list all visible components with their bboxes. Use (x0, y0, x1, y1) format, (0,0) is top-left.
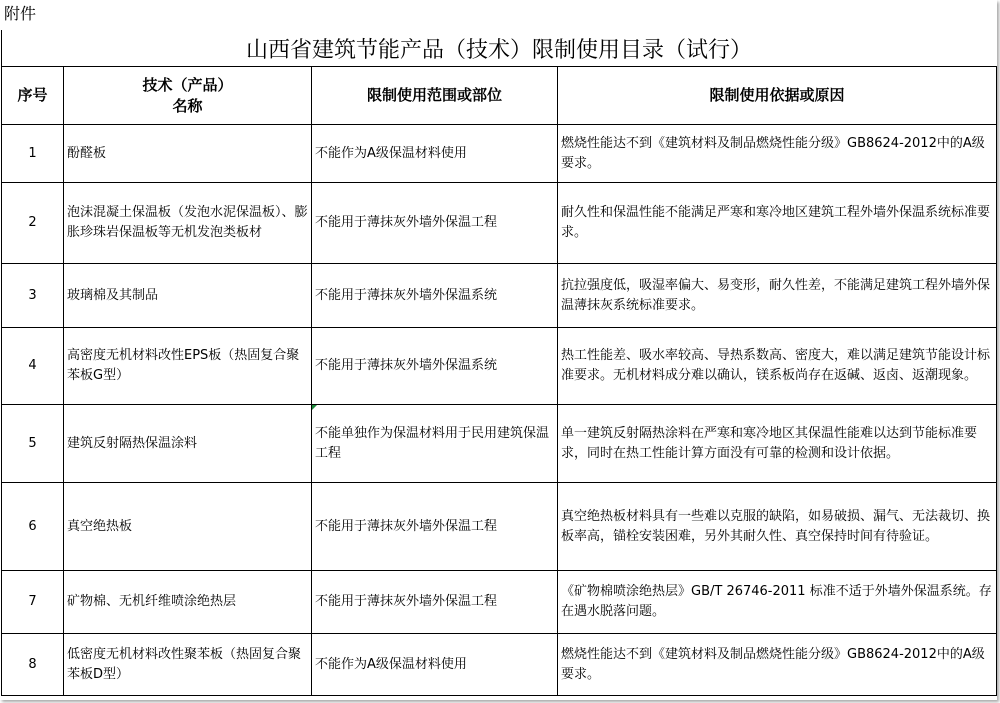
cell-reason[interactable]: 燃烧性能达不到《建筑材料及制品燃烧性能分级》GB8624-2012中的A级要求。 (558, 634, 997, 696)
cell-scope[interactable]: 不能用于薄抹灰外墙外保温系统 (312, 264, 558, 328)
cell-scope[interactable]: 不能作为A级保温材料使用 (312, 634, 558, 696)
cell-seq[interactable]: 7 (2, 571, 64, 634)
cell-seq[interactable]: 3 (2, 264, 64, 328)
cell-comment-marker (312, 405, 317, 410)
table-row (2, 183, 997, 264)
table-row (2, 328, 997, 405)
cell-name[interactable]: 真空绝热板 (64, 483, 312, 571)
restriction-table (1, 66, 997, 696)
cell-scope[interactable]: 不能用于薄抹灰外墙外保温工程 (312, 183, 558, 264)
table-row (2, 264, 997, 328)
cell-name[interactable]: 高密度无机材料改性EPS板（热固复合聚苯板G型） (64, 328, 312, 405)
cell-name[interactable]: 矿物棉、无机纤维喷涂绝热层 (64, 571, 312, 634)
cell-seq[interactable]: 2 (2, 183, 64, 264)
cell-seq[interactable]: 5 (2, 405, 64, 483)
cell-name[interactable]: 低密度无机材料改性聚苯板（热固复合聚苯板D型） (64, 634, 312, 696)
cell-seq[interactable]: 6 (2, 483, 64, 571)
cell-reason[interactable]: 燃烧性能达不到《建筑材料及制品燃烧性能分级》GB8624-2012中的A级要求。 (558, 125, 997, 183)
cell-scope-text: 不能单独作为保温材料用于民用建筑保温工程 (315, 425, 550, 461)
header-reason: 限制使用依据或原因 (558, 67, 997, 125)
cell-name[interactable]: 泡沫混凝土保温板（发泡水泥保温板）、膨胀珍珠岩保温板等无机发泡类板材 (64, 183, 312, 264)
attachment-label: 附件 (4, 4, 37, 23)
cell-reason[interactable]: 单一建筑反射隔热涂料在严寒和寒冷地区其保温性能难以达到节能标准要求，同时在热工性能计算方面没有可靠的检测和设计依据。 (558, 405, 997, 483)
cell-scope[interactable] (312, 405, 558, 483)
header-name-line2: 名称 (172, 96, 203, 115)
cell-reason[interactable]: 《矿物棉喷涂绝热层》GB/T 26746-2011 标准不适于外墙外保温系统。存在遇水脱落问题。 (558, 571, 997, 634)
cell-name[interactable]: 建筑反射隔热保温涂料 (64, 405, 312, 483)
cell-reason[interactable]: 真空绝热板材料具有一些难以克服的缺陷，如易破损、漏气、无法裁切、换板率高，锚栓安装困难，另外其耐久性、真空保持时间有待验证。 (558, 483, 997, 571)
table-row (2, 634, 997, 696)
table-row (2, 571, 997, 634)
cell-scope[interactable]: 不能用于薄抹灰外墙外保温工程 (312, 483, 558, 571)
table-row (2, 125, 997, 183)
cell-scope[interactable]: 不能作为A级保温材料使用 (312, 125, 558, 183)
cell-seq[interactable]: 4 (2, 328, 64, 405)
cell-name[interactable]: 酚醛板 (64, 125, 312, 183)
header-scope: 限制使用范围或部位 (312, 67, 558, 125)
cell-seq[interactable]: 8 (2, 634, 64, 696)
cell-scope[interactable]: 不能用于薄抹灰外墙外保温工程 (312, 571, 558, 634)
table-row (2, 483, 997, 571)
header-name-line1: 技术（产品） (142, 75, 233, 94)
cell-reason[interactable]: 耐久性和保温性能不能满足严寒和寒冷地区建筑工程外墙外保温系统标准要求。 (558, 183, 997, 264)
cell-scope[interactable]: 不能用于薄抹灰外墙外保温系统 (312, 328, 558, 405)
header-name (64, 67, 312, 125)
table-row (2, 405, 997, 483)
document-title: 山西省建筑节能产品（技术）限制使用目录（试行） (1, 30, 996, 66)
cell-reason[interactable]: 热工性能差、吸水率较高、导热系数高、密度大，难以满足建筑节能设计标准要求。无机材料成分难以确认，镁系板尚存在返碱、返卤、返潮现象。 (558, 328, 997, 405)
cell-name[interactable]: 玻璃棉及其制品 (64, 264, 312, 328)
cell-seq[interactable]: 1 (2, 125, 64, 183)
header-seq: 序号 (2, 67, 64, 125)
header-row (2, 67, 997, 125)
cell-reason[interactable]: 抗拉强度低，吸湿率偏大、易变形，耐久性差，不能满足建筑工程外墙外保温薄抹灰系统标准要求。 (558, 264, 997, 328)
